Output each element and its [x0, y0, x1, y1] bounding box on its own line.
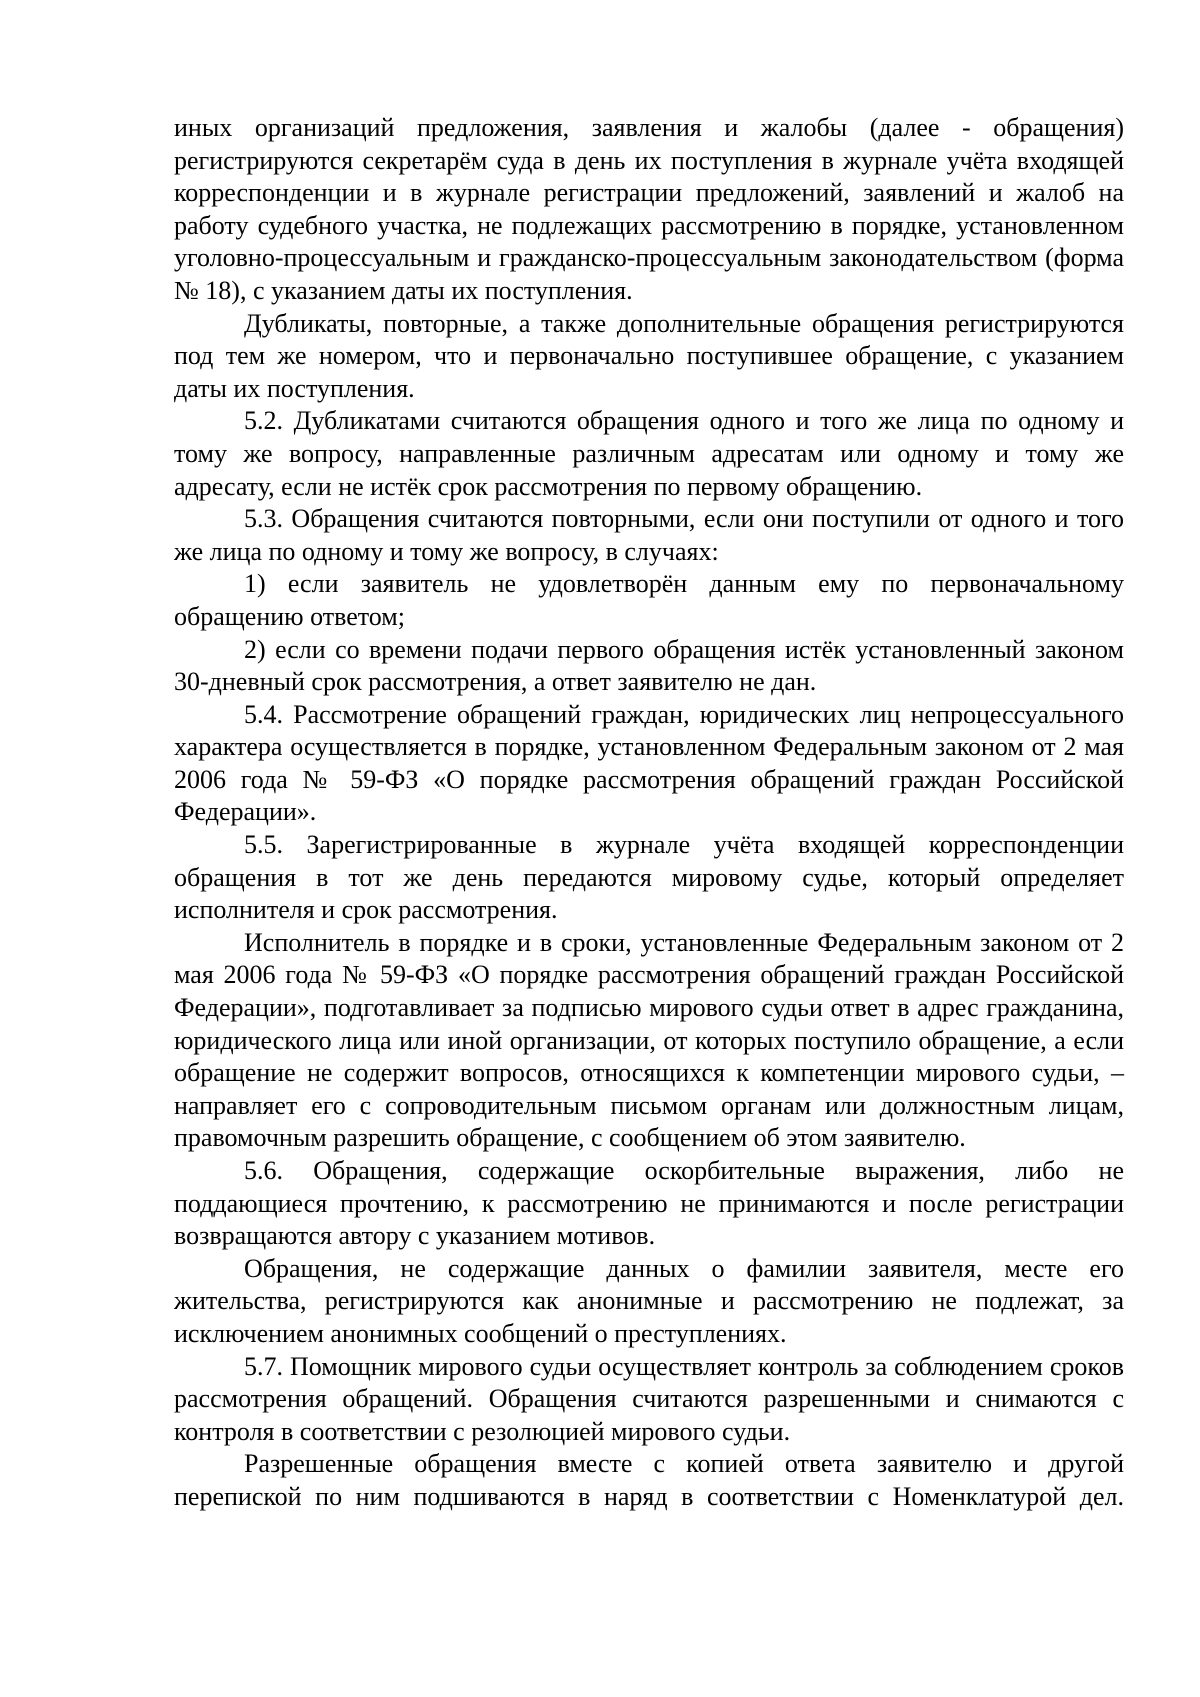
paragraph-5-2: 5.2. Дубликатами считаются обращения одного и того же лица по одному и тому же вопросу, направленные различным адресатам или одному и тому же адресату, если не истёк срок рассмотрения по первому обращению.: [174, 406, 1124, 501]
paragraph-5-6: 5.6. Обращения, содержащие оскорбительные выражения, либо не поддающиеся прочтению, к рассмотрению не принимаются и после регистрации возвращаются автору с указанием мотивов.: [174, 1156, 1124, 1251]
paragraph-5-5: 5.5. Зарегистрированные в журнале учёта входящей корреспонденции обращения в тот же день передаются мировому судье, который определяет исполнителя и срок рассмотрения.: [174, 830, 1124, 925]
paragraph-5-7: 5.7. Помощник мирового судьи осуществляет контроль за соблюдением сроков рассмотрения обращений. Обращения считаются разрешенными и снимаются с контроля в соответствии с резолюцией мирового судьи.: [174, 1351, 1124, 1446]
paragraph-5-3-item-2: 2) если со времени подачи первого обращения истёк установленный законом 30-дневный срок рассмотрения, а ответ заявителю не дан.: [174, 634, 1124, 697]
paragraph-executor: Исполнитель в порядке и в сроки, установленные Федеральным законом от 2 мая 2006 года № 59-ФЗ «О порядке рассмотрения обращений граждан Российской Федерации», подготавливает за подписью мирового судьи ответ в адрес гражданина, юридического лица или иной организации, от которых поступило обращение, а если обращение не содержит вопросов, относящихся к компетенции мирового судьи, – направляет его с сопроводительным письмом органам или должностным лицам, правомочным разрешить обращение, с сообщением об этом заявителю.: [174, 927, 1124, 1153]
paragraph-continuation: иных организаций предложения, заявления и жалобы (далее - обращения) регистрируются секретарём суда в день их поступления в журнале учёта входящей корреспонденции и в журнале регистрации предложений, заявлений и жалоб на работу судебного участка, не подлежащих рассмотрению в порядке, установленном уголовно-процессуальным и гражданско-процессуальным законодательством (форма № 18), с указанием даты их поступления.: [174, 113, 1124, 305]
paragraph-anonymous: Обращения, не содержащие данных о фамилии заявителя, месте его жительства, регистрируются как анонимные и рассмотрению не подлежат, за исключением анонимных сообщений о преступлениях.: [174, 1253, 1124, 1348]
paragraph-5-4: 5.4. Рассмотрение обращений граждан, юридических лиц непроцессуального характера осуществляется в порядке, установленном Федеральным законом от 2 мая 2006 года № 59-ФЗ «О порядке рассмотрения обращений граждан Российской Федерации».: [174, 699, 1124, 827]
paragraph-filing: Разрешенные обращения вместе с копией ответа заявителю и другой перепиской по ним подшиваются в наряд в соответствии с Номенклатурой дел.: [174, 1449, 1124, 1511]
paragraph-5-3: 5.3. Обращения считаются повторными, если они поступили от одного и того же лица по одному и тому же вопросу, в случаях:: [174, 504, 1124, 566]
paragraph-duplicates-registration: Дубликаты, повторные, а также дополнительные обращения регистрируются под тем же номером, что и первоначально поступившее обращение, с указанием даты их поступления.: [174, 308, 1124, 403]
document-page: [174, 112, 1124, 1514]
paragraph-5-3-item-1: 1) если заявитель не удовлетворён данным ему по первоначальному обращению ответом;: [174, 569, 1124, 631]
